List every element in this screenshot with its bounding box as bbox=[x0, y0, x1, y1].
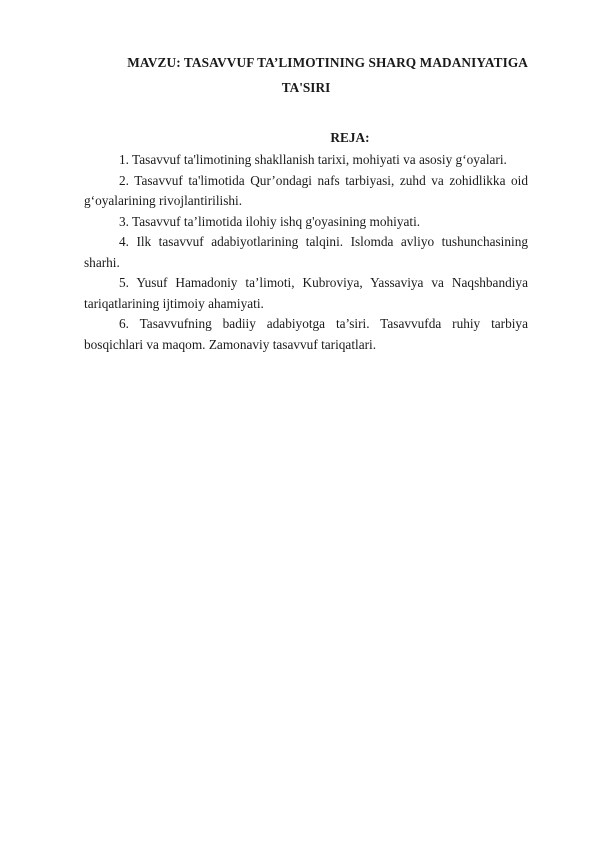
plan-list bbox=[84, 150, 528, 355]
plan-item-1: 1. Tasavvuf ta'limotining shakllanish tarixi, mohiyati va asosiy g‘oyalari. bbox=[119, 152, 507, 167]
plan-item-5: 5. Yusuf Hamadoniy ta’limoti, Kubroviya, Yassaviya va Naqshbandiya tariqatlarining ijtimoiy ahamiyati. bbox=[84, 275, 528, 311]
document-title-continuation: TA'SIRI bbox=[281, 80, 331, 95]
plan-item-6: 6. Tasavvufning badiiy adabiyotga ta’siri. Tasavvufda ruhiy tarbiya bosqichlari va maqom. Zamonaviy tasavvuf tariqatlari. bbox=[84, 316, 528, 352]
plan-item-3: 3. Tasavvuf ta’limotida ilohiy ishq g'oyasining mohiyati. bbox=[119, 213, 421, 229]
plan-item-4: 4. Ilk tasavvuf adabiyotlarining talqini. Islomda avliyo tushunchasining sharhi. bbox=[84, 234, 528, 270]
document-title: MAVZU: TASAVVUF TA’LIMOTINING SHARQ MADANIYATIGA bbox=[127, 55, 528, 70]
plan-heading: REJA: bbox=[330, 130, 370, 145]
plan-item-2: 2. Tasavvuf ta'limotida Qur’ondagi nafs tarbiyasi, zuhd va zohidlikka oid g‘oyalarining rivojlantirilishi. bbox=[84, 172, 528, 208]
